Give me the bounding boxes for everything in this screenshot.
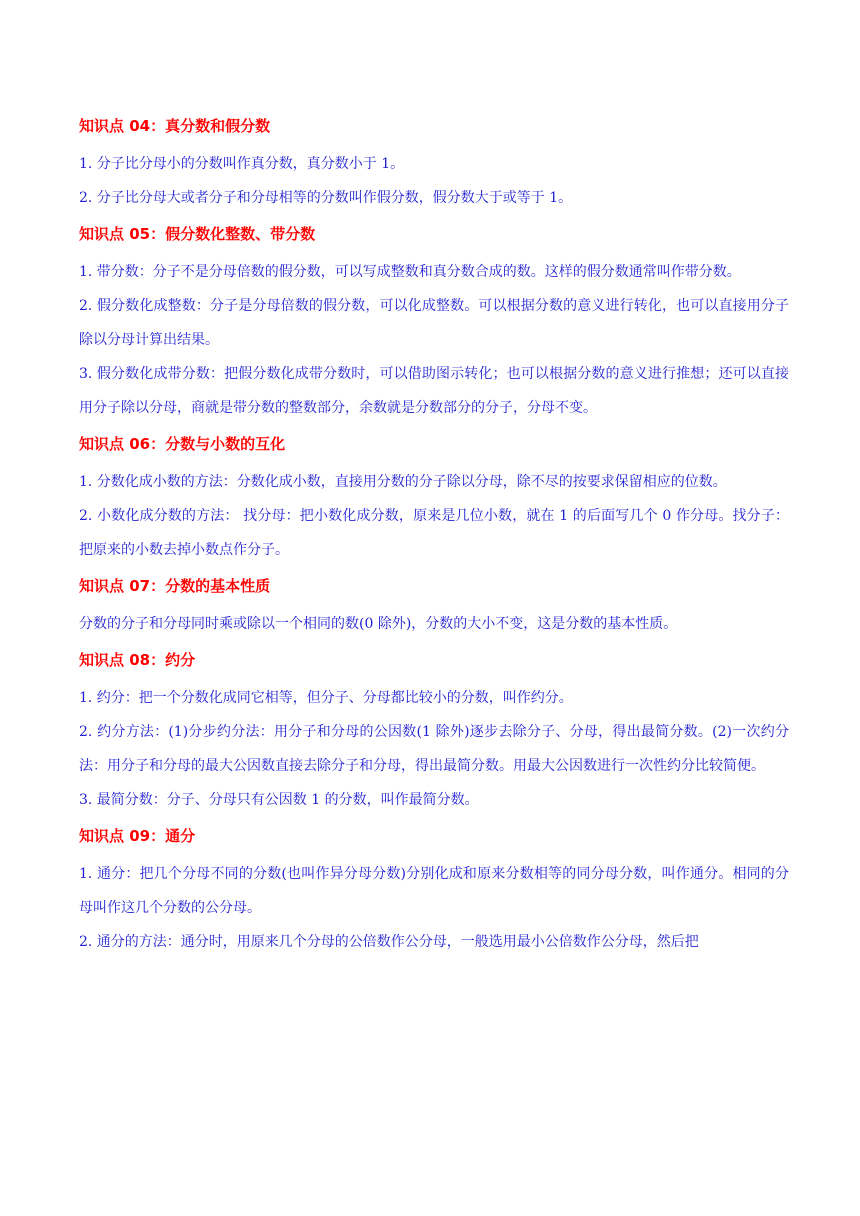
paragraph: 3. 最简分数：分子、分母只有公因数 1 的分数，叫作最简分数。 xyxy=(79,792,479,808)
paragraph: 3. 假分数化成带分数：把假分数化成带分数时，可以借助图示转化；也可以根据分数的意义进行推想；还可以直接用分子除以分母，商就是带分数的整数部分，余数就是分数部分的分子，分母不变。 xyxy=(79,366,789,416)
paragraph: 2. 约分方法：(1)分步约分法：用分子和分母的公因数(1 除外)逐步去除分子、分母，得出最简分数。(2)一次约分法：用分子和分母的最大公因数直接去除分子和分母，得出最简分数。用最大公因数进行一次性约分比较简便。 xyxy=(79,724,789,774)
section-07 xyxy=(79,573,789,641)
section-05 xyxy=(79,221,789,425)
section-heading: 知识点 07：分数的基本性质 xyxy=(79,577,271,595)
section-heading: 知识点 04：真分数和假分数 xyxy=(79,117,271,135)
paragraph: 1. 带分数：分子不是分母倍数的假分数，可以写成整数和真分数合成的数。这样的假分数通常叫作带分数。 xyxy=(79,264,741,280)
section-06 xyxy=(79,431,789,567)
paragraph: 分数的分子和分母同时乘或除以一个相同的数(0 除外)，分数的大小不变，这是分数的基本性质。 xyxy=(79,616,678,632)
section-heading: 知识点 09：通分 xyxy=(79,827,196,845)
section-04 xyxy=(79,113,789,215)
section-heading: 知识点 06：分数与小数的互化 xyxy=(79,435,286,453)
paragraph: 1. 通分：把几个分母不同的分数(也叫作异分母分数)分别化成和原来分数相等的同分母分数，叫作通分。相同的分母叫作这几个分数的公分母。 xyxy=(79,866,789,916)
section-08 xyxy=(79,647,789,817)
paragraph: 2. 分子比分母大或者分子和分母相等的分数叫作假分数，假分数大于或等于 1。 xyxy=(79,190,573,206)
document-page xyxy=(79,113,789,959)
paragraph: 1. 约分：把一个分数化成同它相等，但分子、分母都比较小的分数，叫作约分。 xyxy=(79,690,573,706)
paragraph: 1. 分子比分母小的分数叫作真分数，真分数小于 1。 xyxy=(79,156,405,172)
paragraph: 2. 小数化成分数的方法： 找分母：把小数化成分数，原来是几位小数，就在 1 的后面写几个 0 作分母。找分子：把原来的小数去掉小数点作分子。 xyxy=(79,508,789,558)
section-heading: 知识点 05：假分数化整数、带分数 xyxy=(79,225,316,243)
paragraph: 2. 通分的方法：通分时，用原来几个分母的公倍数作公分母，一般选用最小公倍数作公分母，然后把 xyxy=(79,934,699,950)
section-09 xyxy=(79,823,789,959)
paragraph: 1. 分数化成小数的方法：分数化成小数，直接用分数的分子除以分母，除不尽的按要求保留相应的位数。 xyxy=(79,474,727,490)
section-heading: 知识点 08：约分 xyxy=(79,651,196,669)
paragraph: 2. 假分数化成整数：分子是分母倍数的假分数，可以化成整数。可以根据分数的意义进行转化，也可以直接用分子除以分母计算出结果。 xyxy=(79,298,789,348)
